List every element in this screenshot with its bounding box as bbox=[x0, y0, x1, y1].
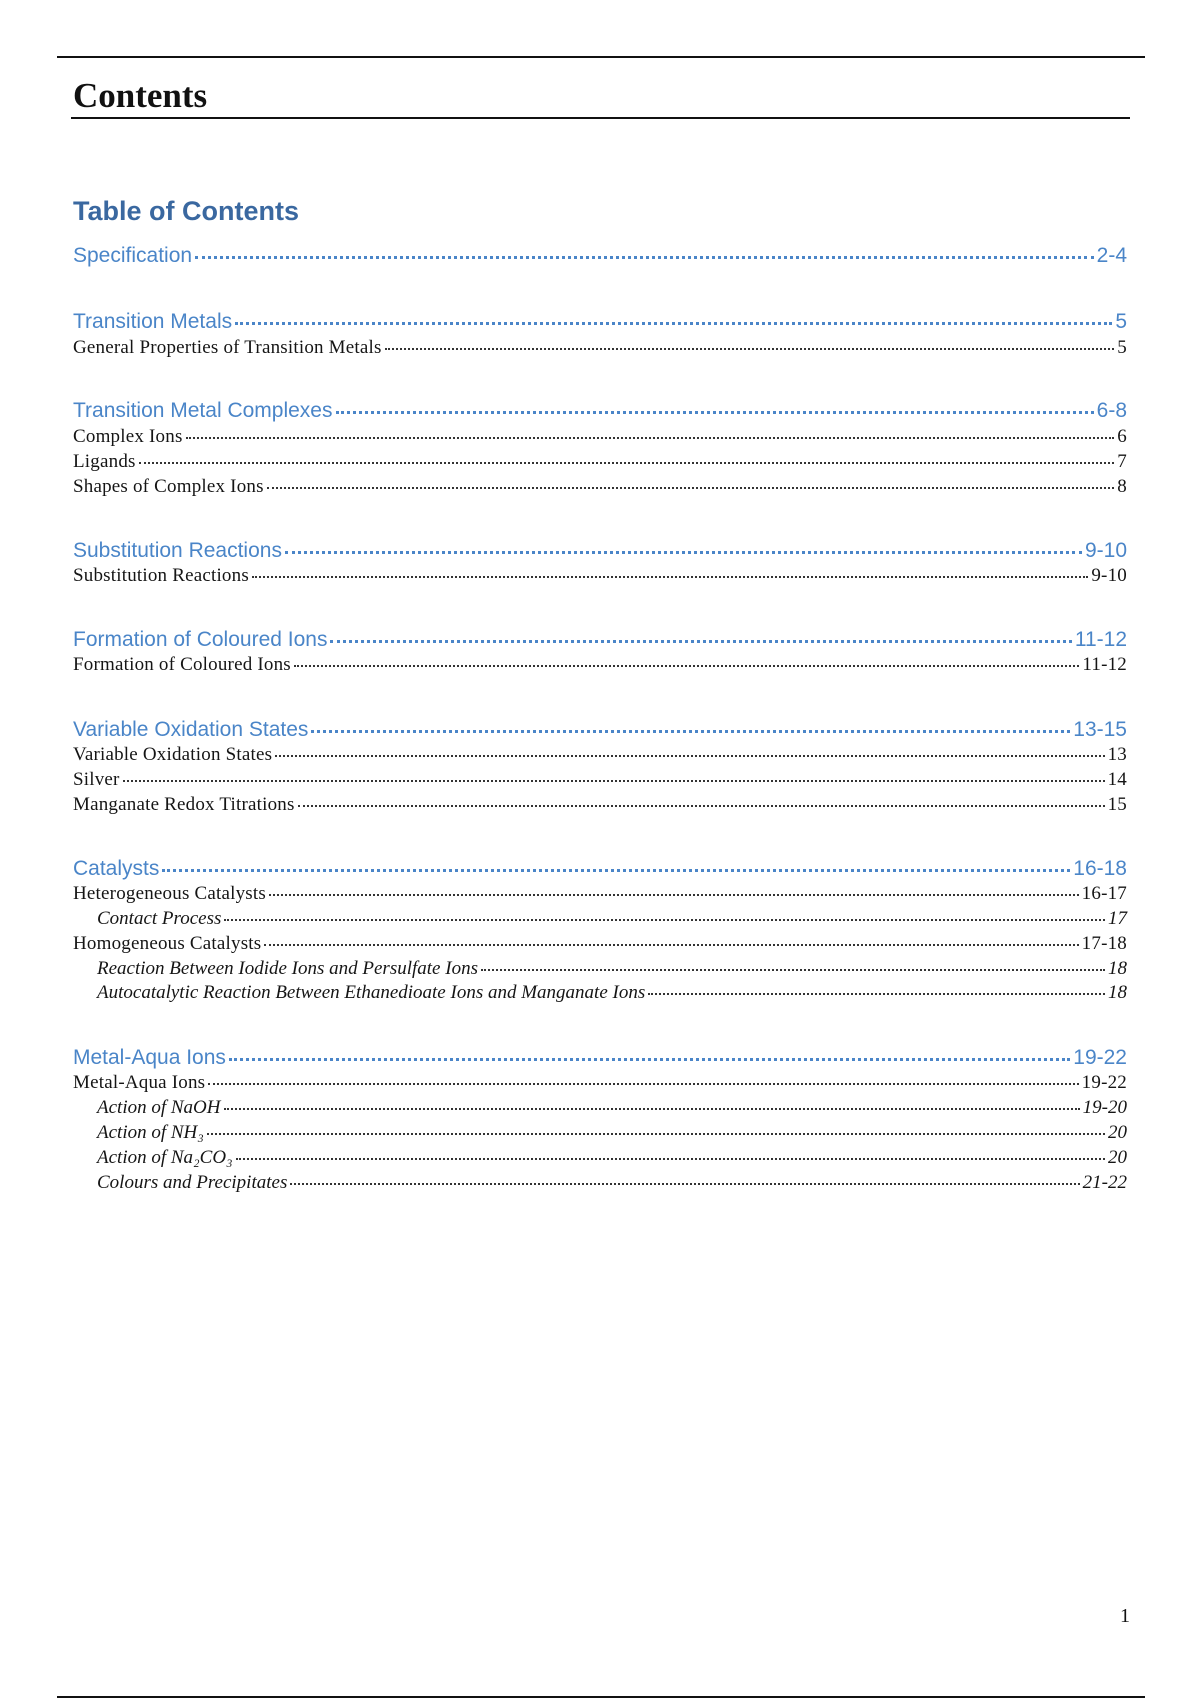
toc-entry-label: Substitution Reactions bbox=[73, 539, 282, 562]
toc-entry-label: Transition Metals bbox=[73, 310, 233, 333]
toc-entry-page: 5 bbox=[1115, 310, 1127, 333]
toc-entry-page: 18 bbox=[1108, 982, 1127, 1003]
page-number: 1 bbox=[1120, 1605, 1130, 1627]
toc-entry-page: 9-10 bbox=[1091, 565, 1127, 586]
bottom-rule bbox=[57, 1696, 1145, 1698]
toc-entry-sub2[interactable] bbox=[97, 956, 1127, 982]
toc-entry-label: Formation of Coloured Ions bbox=[73, 654, 291, 675]
toc-entry-sub2[interactable] bbox=[97, 1120, 1127, 1146]
toc-entry-sub[interactable] bbox=[73, 881, 1127, 907]
dot-leader bbox=[481, 969, 1105, 971]
toc-entry-sub2[interactable] bbox=[97, 1145, 1127, 1171]
toc-entry-sub[interactable] bbox=[73, 474, 1127, 500]
dot-leader bbox=[224, 1108, 1080, 1110]
toc-entry-label: Colours and Precipitates bbox=[97, 1172, 288, 1193]
toc-entry-sub2[interactable] bbox=[97, 1095, 1127, 1121]
dot-leader bbox=[311, 730, 1070, 733]
toc-entry-sub[interactable] bbox=[73, 335, 1127, 361]
toc-entry-label: General Properties of Transition Metals bbox=[73, 337, 382, 358]
toc-entry-sub[interactable] bbox=[73, 742, 1127, 768]
toc-entry-major[interactable] bbox=[73, 241, 1127, 271]
dot-leader bbox=[267, 487, 1115, 489]
toc-entry-sub[interactable] bbox=[73, 563, 1127, 589]
toc-entry-sub2[interactable] bbox=[97, 906, 1127, 932]
dot-leader bbox=[648, 993, 1105, 995]
dot-leader bbox=[385, 348, 1115, 350]
toc-entry-sub[interactable] bbox=[73, 931, 1127, 957]
toc-entry-major[interactable] bbox=[73, 715, 1127, 745]
toc-entry-label: Heterogeneous Catalysts bbox=[73, 883, 266, 904]
toc-entry-label: Manganate Redox Titrations bbox=[73, 794, 295, 815]
dot-leader bbox=[186, 437, 1115, 439]
dot-leader bbox=[207, 1133, 1105, 1135]
toc-entry-label: Complex Ions bbox=[73, 426, 183, 447]
toc-entry-page: 6-8 bbox=[1096, 399, 1127, 422]
dot-leader bbox=[229, 1058, 1070, 1061]
toc-entry-sub2[interactable] bbox=[97, 1170, 1127, 1196]
toc-entry-page: 18 bbox=[1108, 958, 1127, 979]
heading-rule bbox=[71, 117, 1130, 119]
toc-entry-label: Action of Na₂CO₃ bbox=[97, 1147, 233, 1168]
toc-entry-sub[interactable] bbox=[73, 424, 1127, 450]
dot-leader bbox=[264, 944, 1078, 946]
toc-entry-label: Catalysts bbox=[73, 857, 160, 880]
toc-entry-sub[interactable] bbox=[73, 767, 1127, 793]
toc-entry-page: 13-15 bbox=[1073, 718, 1127, 741]
toc-entry-page: 11-12 bbox=[1074, 628, 1127, 651]
toc-entry-label: Formation of Coloured Ions bbox=[73, 628, 328, 651]
toc-entry-major[interactable] bbox=[73, 396, 1127, 426]
toc-entry-label: Action of NaOH bbox=[97, 1097, 221, 1118]
toc-entry-page: 6 bbox=[1117, 426, 1127, 447]
toc-entry-sub[interactable] bbox=[73, 792, 1127, 818]
toc-entry-page: 5 bbox=[1117, 337, 1127, 358]
toc-title: Table of Contents bbox=[73, 196, 299, 226]
toc-entry-page: 20 bbox=[1108, 1122, 1127, 1143]
toc-entry-label: Homogeneous Catalysts bbox=[73, 933, 262, 954]
toc-entry-page: 9-10 bbox=[1084, 539, 1127, 562]
toc-entry-page: 2-4 bbox=[1096, 244, 1127, 267]
toc-entry-major[interactable] bbox=[73, 625, 1127, 655]
toc-entry-page: 14 bbox=[1107, 769, 1127, 790]
dot-leader bbox=[139, 462, 1115, 464]
dot-leader bbox=[195, 256, 1094, 259]
toc-entry-page: 19-20 bbox=[1082, 1097, 1127, 1118]
toc-entry-label: Shapes of Complex Ions bbox=[73, 476, 264, 497]
toc-entry-sub[interactable] bbox=[73, 1070, 1127, 1096]
toc-entry-label: Metal-Aqua Ions bbox=[73, 1046, 226, 1069]
toc-entry-page: 13 bbox=[1107, 744, 1127, 765]
toc-entry-sub[interactable] bbox=[73, 652, 1127, 678]
toc-entry-label: Autocatalytic Reaction Between Ethanedioate Ions and Manganate Ions bbox=[97, 982, 646, 1003]
dot-leader bbox=[285, 551, 1082, 554]
dot-leader bbox=[252, 576, 1088, 578]
toc-entry-major[interactable] bbox=[73, 854, 1127, 884]
toc-entry-major[interactable] bbox=[73, 536, 1127, 566]
toc-entry-page: 21-22 bbox=[1082, 1172, 1127, 1193]
toc-entry-page: 11-12 bbox=[1082, 654, 1127, 675]
toc-entry-page: 19-22 bbox=[1073, 1046, 1127, 1069]
toc-entry-label: Variable Oxidation States bbox=[73, 744, 273, 765]
toc-entry-label: Silver bbox=[73, 769, 120, 790]
toc-entry-page: 16-17 bbox=[1081, 883, 1127, 904]
toc-entry-sub2[interactable] bbox=[97, 980, 1127, 1006]
toc-entry-page: 8 bbox=[1117, 476, 1127, 497]
dot-leader bbox=[235, 322, 1112, 325]
toc-entry-page: 19-22 bbox=[1081, 1072, 1127, 1093]
dot-leader bbox=[330, 640, 1071, 643]
toc-entry-page: 17-18 bbox=[1081, 933, 1127, 954]
dot-leader bbox=[298, 805, 1105, 807]
toc-entry-page: 15 bbox=[1107, 794, 1127, 815]
dot-leader bbox=[224, 919, 1105, 921]
dot-leader bbox=[336, 411, 1094, 414]
toc-entry-label: Transition Metal Complexes bbox=[73, 399, 333, 422]
toc-entry-page: 17 bbox=[1108, 908, 1127, 929]
dot-leader bbox=[208, 1083, 1078, 1085]
toc-entry-major[interactable] bbox=[73, 1043, 1127, 1073]
dot-leader bbox=[269, 894, 1079, 896]
dot-leader bbox=[275, 755, 1104, 757]
toc-entry-label: Action of NH₃ bbox=[97, 1122, 204, 1143]
page-title: Contents bbox=[73, 76, 208, 115]
toc-entry-label: Contact Process bbox=[97, 908, 222, 929]
toc-entry-major[interactable] bbox=[73, 307, 1127, 337]
dot-leader bbox=[290, 1183, 1079, 1185]
toc-entry-page: 20 bbox=[1108, 1147, 1127, 1168]
dot-leader bbox=[162, 869, 1070, 872]
toc-entry-sub[interactable] bbox=[73, 449, 1127, 475]
toc-entry-page: 7 bbox=[1117, 451, 1127, 472]
toc-entry-label: Reaction Between Iodide Ions and Persulfate Ions bbox=[97, 958, 478, 979]
toc-entry-page: 16-18 bbox=[1073, 857, 1127, 880]
toc-entry-label: Variable Oxidation States bbox=[73, 718, 309, 741]
dot-leader bbox=[294, 665, 1080, 667]
top-rule bbox=[57, 56, 1145, 58]
toc-entry-label: Substitution Reactions bbox=[73, 565, 249, 586]
toc-entry-label: Specification bbox=[73, 244, 193, 267]
toc-entry-label: Ligands bbox=[73, 451, 136, 472]
dot-leader bbox=[123, 780, 1105, 782]
dot-leader bbox=[236, 1158, 1105, 1160]
toc-entry-label: Metal-Aqua Ions bbox=[73, 1072, 206, 1093]
